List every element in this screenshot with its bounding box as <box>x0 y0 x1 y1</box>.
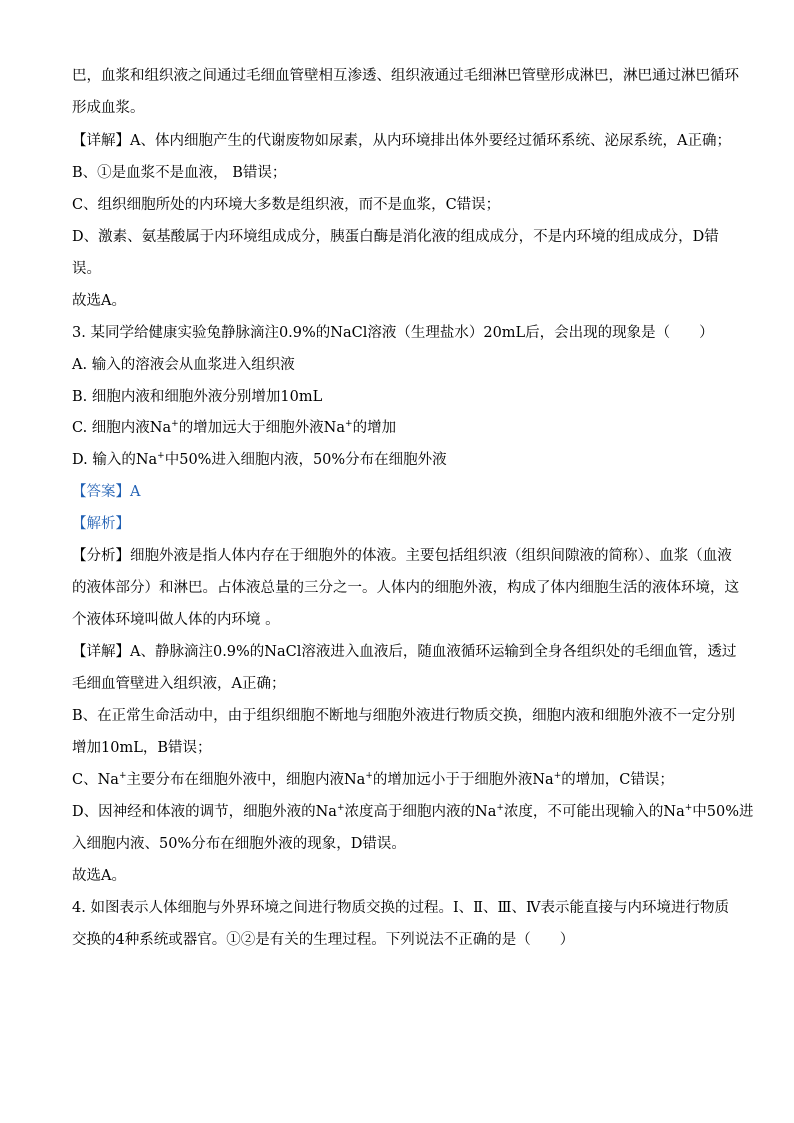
text-segment: C、Na <box>72 772 119 788</box>
option-d <box>72 450 728 470</box>
question-stem: 4. 如图表示人体细胞与外界环境之间进行物质交换的过程。Ⅰ、Ⅱ、Ⅲ、Ⅳ表示能直接与内环境进行物质 <box>72 900 729 916</box>
text-segment: 中50%进 <box>692 804 754 820</box>
text-segment: D. 输入的Na <box>72 452 158 468</box>
question-stem: 交换的4种系统或器官。①②是有关的生理过程。下列说法不正确的是（ ） <box>72 932 575 948</box>
superscript: + <box>345 419 353 429</box>
superscript: + <box>118 771 127 781</box>
text-segment: 主要分布在细胞外液中，细胞内液Na <box>126 772 366 788</box>
paragraph-line: 毛细血管壁进入组织液，A正确； <box>72 676 286 692</box>
paragraph-line: 入细胞内液、50%分布在细胞外液的现象，D错误。 <box>72 836 406 852</box>
paragraph-line: B、在正常生命活动中，由于组织细胞不断地与细胞外液进行物质交换，细胞内液和细胞外液不一定分别 <box>72 708 736 724</box>
paragraph-line: 故选A。 <box>72 293 126 309</box>
paragraph-line: 【详解】A、静脉滴注0.9%的NaCl溶液进入血液后，随血液循环运输到全身各组织处的毛细血管，透过 <box>72 644 737 660</box>
superscript: + <box>336 803 345 813</box>
option-c <box>72 418 728 438</box>
option-b: B. 细胞内液和细胞外液分别增加10mL <box>72 389 323 405</box>
superscript: + <box>365 771 373 781</box>
text-segment: C. 细胞内液Na <box>72 420 172 436</box>
paragraph-line <box>72 770 728 790</box>
text-segment: 的增加 <box>352 420 397 436</box>
option-a: A. 输入的溶液会从血浆进入组织液 <box>72 357 295 373</box>
superscript: + <box>684 803 693 813</box>
superscript: + <box>496 803 504 813</box>
paragraph-line: 【详解】A、体内细胞产生的代谢废物如尿素，从内环境排出体外要经过循环系统、泌尿系统，A正确； <box>72 133 731 149</box>
superscript: + <box>171 419 179 429</box>
text-segment: 的增加远大于细胞外液Na <box>178 420 346 436</box>
paragraph-line: 误。 <box>72 261 101 277</box>
text-segment: 中50%进入细胞内液，50%分布在细胞外液 <box>164 452 447 468</box>
superscript: + <box>553 771 562 781</box>
superscript: + <box>157 451 165 461</box>
paragraph-line: 故选A。 <box>72 868 126 884</box>
paragraph-line: 个液体环境叫做人体的内环境 。 <box>72 612 280 628</box>
paragraph-line: D、激素、氨基酸属于内环境组成成分，胰蛋白酶是消化液的组成成分，不是内环境的组成成分，D错 <box>72 229 719 245</box>
paragraph-line: 【分析】细胞外液是指人体内存在于细胞外的体液。主要包括组织液（组织间隙液的简称）、血浆（血液 <box>72 548 732 564</box>
text-segment: 的增加，C错误； <box>561 772 674 788</box>
paragraph-line: 增加10mL，B错误； <box>72 740 212 756</box>
paragraph-line <box>72 802 754 822</box>
paragraph-line: B、①是血浆不是血液， B错误； <box>72 165 287 181</box>
paragraph-line: 巴，血浆和组织液之间通过毛细血管壁相互渗透、组织液通过毛细淋巴管壁形成淋巴，淋巴通过淋巴循环 <box>72 68 739 84</box>
text-segment: 浓度，不可能出现输入的Na <box>503 804 685 820</box>
text-segment: D、因神经和体液的调节，细胞外液的Na <box>72 804 337 820</box>
paragraph-line: 的液体部分）和淋巴。占体液总量的三分之一。人体内的细胞外液，构成了体内细胞生活的液体环境，这 <box>72 580 739 596</box>
answer-heading: 【答案】A <box>72 484 141 500</box>
paragraph-line: 形成血浆。 <box>72 100 145 116</box>
text-segment: 的增加远小于于细胞外液Na <box>372 772 554 788</box>
analysis-heading: 【解析】 <box>72 516 130 532</box>
text-segment: 浓度高于细胞内液的Na <box>344 804 497 820</box>
question-stem: 3. 某同学给健康实验兔静脉滴注0.9%的NaCl溶液（生理盐水）20mL后，会出现的现象是（ ） <box>72 325 714 341</box>
paragraph-line: C、组织细胞所处的内环境大多数是组织液，而不是血浆，C错误； <box>72 197 501 213</box>
